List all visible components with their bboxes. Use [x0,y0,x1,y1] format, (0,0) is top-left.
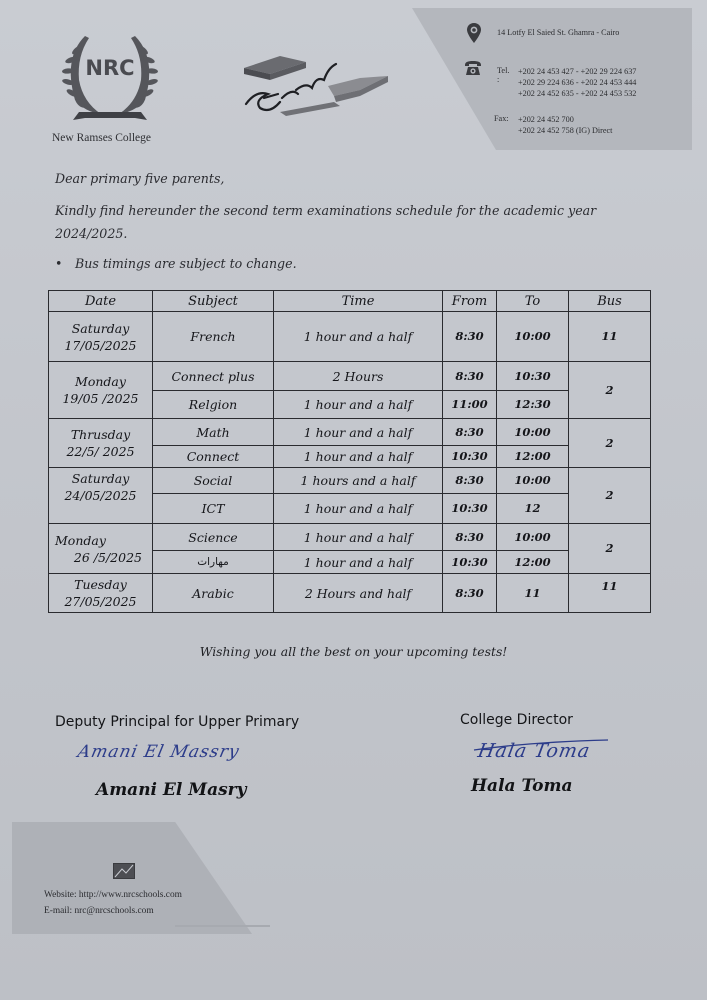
time-cell: 1 hour and a half [274,551,443,574]
deputy-handwritten-signature: Amani El Massry [75,742,242,762]
to-cell: 10:00 [497,524,569,551]
col-header-date: Date [49,291,153,312]
date-cell [49,312,153,362]
footer-divider [175,925,270,927]
day-date: 24/05/2025 [64,488,137,503]
to-cell: 10:00 [497,468,569,494]
from-cell: 8:30 [443,312,497,362]
subject-cell: Science [153,524,274,551]
date-cell [49,362,153,419]
col-header-time: Time [274,291,443,312]
tel-numbers [518,66,636,99]
to-cell: 12:00 [497,551,569,574]
bus-cell: 2 [569,419,651,468]
to-cell: 10:00 [497,419,569,446]
deputy-printed-name: Amani El Masry [96,780,247,800]
to-cell: 10:00 [497,312,569,362]
subject-cell: Connect plus [153,362,274,391]
day-date: 26 /5/2025 [73,549,142,565]
fax-label: Fax: [494,114,509,123]
to-cell: 10:30 [497,362,569,391]
time-cell: 1 hour and a half [274,446,443,468]
day-date: 22/5/ 2025 [66,444,135,459]
tel-line: +202 24 453 427 - +202 29 224 637 [518,67,637,76]
day-date: 19/05 /2025 [62,391,139,406]
day-name: Tuesday [74,577,127,592]
time-cell: 2 Hours and half [274,574,443,613]
subject-cell: Relgion [153,391,274,419]
day-date: 27/05/2025 [64,594,137,609]
fax-line: +202 24 452 758 (IG) Direct [518,126,613,135]
time-cell: 2 Hours [274,362,443,391]
subject-cell: Social [153,468,274,494]
website-link[interactable]: Website: http://www.nrcschools.com [44,890,182,900]
table-row [49,362,651,391]
to-cell: 11 [497,574,569,613]
day-name: Saturday [71,471,130,486]
from-cell: 8:30 [443,419,497,446]
time-cell: 1 hour and a half [274,419,443,446]
location-pin-icon [466,22,482,44]
time-cell: 1 hours and a half [274,468,443,494]
director-title: College Director [460,712,573,728]
subject-cell: Arabic [153,574,274,613]
subject-cell: مهارات [153,551,274,574]
time-cell: 1 hour and a half [274,312,443,362]
fax-line: +202 24 452 700 [518,115,574,124]
subject-cell: Math [153,419,274,446]
date-cell [49,419,153,468]
day-name: Monday [75,374,126,389]
signature-stroke-icon [470,738,610,752]
table-row [49,574,651,613]
bus-cell: 11 [569,574,651,613]
day-name: Monday [55,532,106,548]
director-printed-name: Hala Toma [471,776,573,796]
subject-cell: French [153,312,274,362]
subject-cell: Connect [153,446,274,468]
col-header-from: From [443,291,497,312]
subject-cell: ICT [153,494,274,524]
email-link[interactable]: E-mail: nrc@nrcschools.com [44,906,154,916]
table-row [49,419,651,446]
nrc-logo [55,28,165,124]
telephone-icon [464,60,482,76]
bus-cell: 11 [569,312,651,362]
date-cell [49,574,153,613]
tel-line: +202 29 224 636 - +202 24 453 444 [518,78,637,87]
table-row [49,312,651,362]
from-cell: 10:30 [443,551,497,574]
day-date: 17/05/2025 [64,337,137,353]
closing-message: Wishing you all the best on your upcoming tests! [199,644,508,659]
tel-line: +202 24 452 635 - +202 24 453 532 [518,89,637,98]
from-cell: 8:30 [443,362,497,391]
exam-books-graphic-icon [236,50,396,122]
table-row [49,524,651,551]
deputy-title: Deputy Principal for Upper Primary [55,714,300,730]
to-cell: 12 [497,494,569,524]
from-cell: 11:00 [443,391,497,419]
day-name: Saturday [71,320,130,336]
date-cell [49,524,153,574]
address-text: 14 Lotfy El Saied St. Ghamra - Cairo [497,28,620,37]
day-name: Thrusday [70,427,131,442]
col-header-bus: Bus [569,291,651,312]
bus-cell: 2 [569,524,651,574]
col-header-subject: Subject [153,291,274,312]
bullet-note: • Bus timings are subject to change. [75,256,297,271]
to-cell: 12:30 [497,391,569,419]
to-cell: 12:00 [497,446,569,468]
logo-initials: NRC [85,56,135,80]
table-header-row [49,291,651,312]
time-cell: 1 hour and a half [274,494,443,524]
from-cell: 8:30 [443,524,497,551]
director-handwritten-signature: Hala Toma [476,740,593,762]
col-header-to: To [497,291,569,312]
tel-label: Tel. : [497,66,510,84]
bus-cell: 2 [569,362,651,419]
exam-schedule-table [48,290,651,613]
greeting: Dear primary five parents, [55,171,225,186]
envelope-icon [113,863,135,879]
from-cell: 8:30 [443,468,497,494]
fax-numbers [518,114,612,136]
from-cell: 10:30 [443,446,497,468]
table-row [49,468,651,494]
time-cell: 1 hour and a half [274,524,443,551]
from-cell: 10:30 [443,494,497,524]
college-name: New Ramses College [52,132,152,144]
intro-paragraph: Kindly find hereunder the second term examinations schedule for the academic year 2024/2025. [55,203,597,241]
date-cell [49,468,153,524]
from-cell: 8:30 [443,574,497,613]
bus-cell: 2 [569,468,651,524]
time-cell: 1 hour and a half [274,391,443,419]
